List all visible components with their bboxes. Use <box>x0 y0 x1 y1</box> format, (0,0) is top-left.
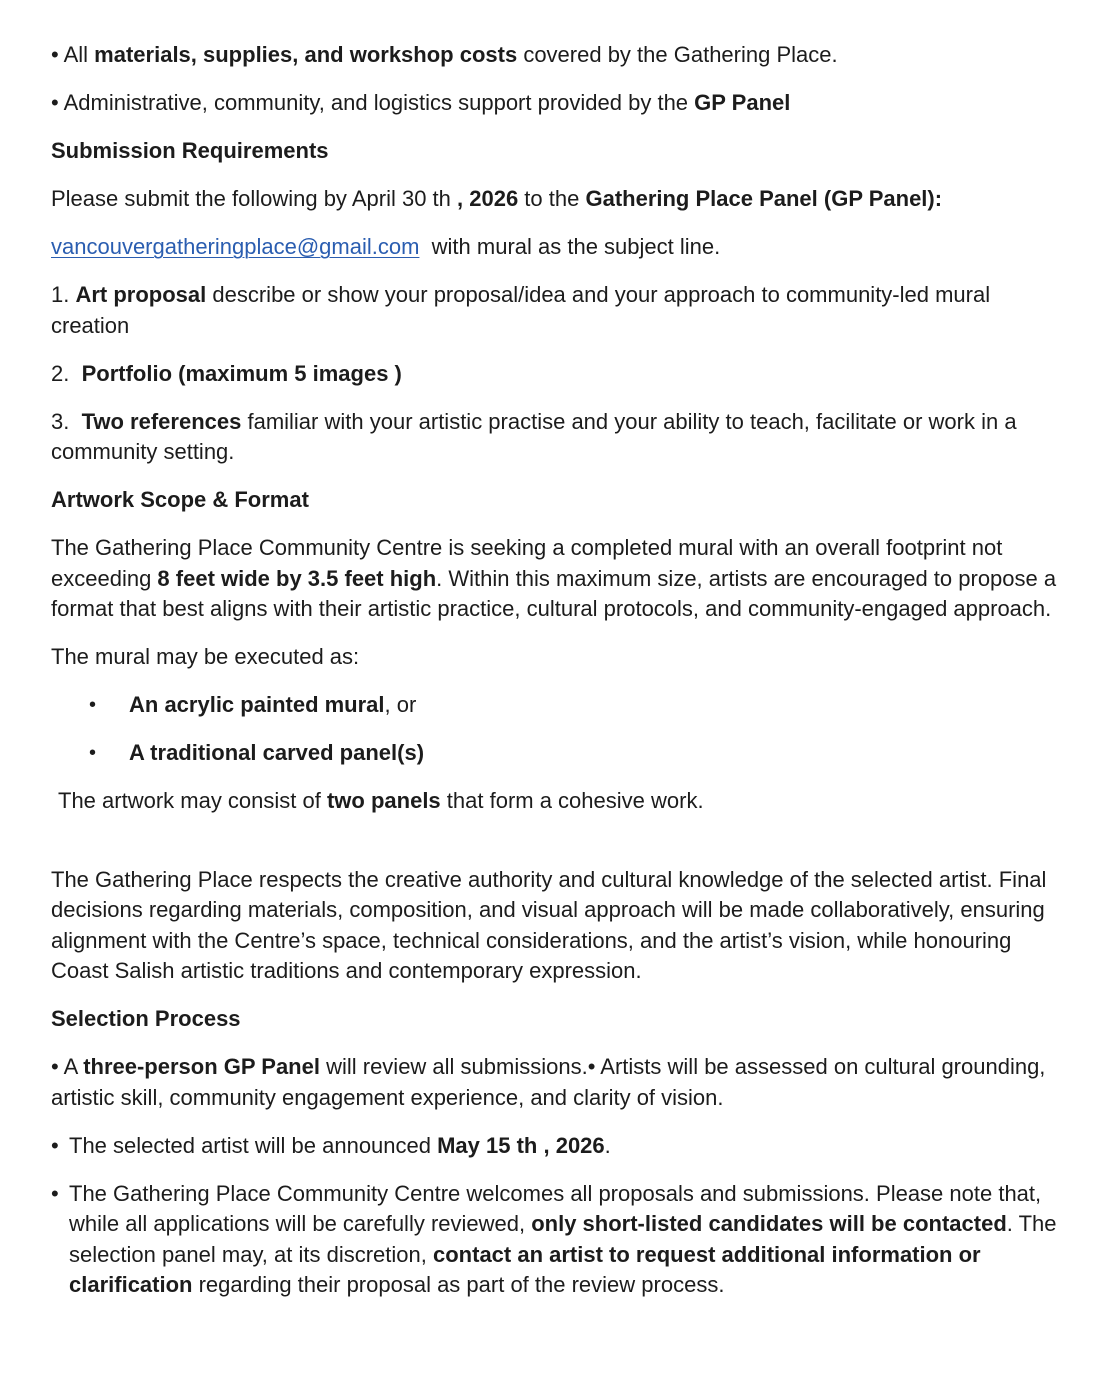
selection-item-welcome: • The Gathering Place Community Centre welcomes all proposals and submissions. Please note that, while all applications will be carefully reviewed, only short-listed candidates will be contacted. The selection panel may, at its discretion, contact an artist to request additional information or clarification regarding their proposal as part of the review process. <box>51 1180 1057 1297</box>
respect-paragraph: The Gathering Place respects the creative authority and cultural knowledge of the selected artist. Final decisions regarding materials, composition, and visual approach will be made collaboratively, ensuring alignment with the Centre’s space, technical considerations, and the artist’s vision, while honouring Coast Salish artistic traditions and contemporary expression. <box>51 866 1047 983</box>
selection-item-announcement: • The selected artist will be announced May 15 th , 2026. <box>51 1131 1066 1162</box>
mural-options-list <box>51 690 1066 769</box>
scope-panels-note: The artwork may consist of two panels that form a cohesive work. <box>58 788 704 813</box>
scope-paragraph: The Gathering Place Community Centre is seeking a completed mural with an overall footprint not exceeding 8 feet wide by 3.5 feet high. Within this maximum size, artists are encouraged to propose a format that best aligns with their artistic practice, cultural protocols, and community-engaged approach. <box>51 535 1057 621</box>
coverage-item-support: • Administrative, community, and logistics support provided by the GP Panel <box>51 90 791 115</box>
selection-item-panel: • A three-person GP Panel will review all submissions.• Artists will be assessed on cultural grounding, artistic skill, community engagement experience, and clarity of vision. <box>51 1054 1046 1110</box>
submission-email-line: vancouvergatheringplace@gmail.com with mural as the subject line. <box>51 234 721 259</box>
mural-option-carved: • A traditional carved panel(s) <box>51 738 1066 769</box>
bullet-icon: • <box>51 1132 59 1158</box>
submission-heading: Submission Requirements <box>51 138 329 163</box>
bullet-icon: • <box>89 694 97 716</box>
scope-heading: Artwork Scope & Format <box>51 487 309 512</box>
submission-item-portfolio: 2. Portfolio (maximum 5 images ) <box>51 360 402 386</box>
bullet-icon: • <box>89 742 97 764</box>
submission-item-art-proposal: 1. Art proposal describe or show your proposal/idea and your approach to community-led mural creation <box>51 282 991 338</box>
bullet-icon: • <box>51 1180 59 1206</box>
coverage-item-materials: • All materials, supplies, and workshop costs covered by the Gathering Place. <box>51 42 838 67</box>
submission-item-references: 3. Two references familiar with your artistic practise and your ability to teach, facilitate or work in a community setting. <box>51 408 1017 464</box>
selection-heading: Selection Process <box>51 1006 241 1031</box>
submission-intro: Please submit the following by April 30 th , 2026 to the Gathering Place Panel (GP Panel): <box>51 186 943 211</box>
email-link[interactable]: vancouvergatheringplace@gmail.com <box>51 234 420 259</box>
mural-option-acrylic: • An acrylic painted mural, or <box>51 690 1066 721</box>
document-page <box>51 40 1066 1301</box>
scope-executed-intro: The mural may be executed as: <box>51 644 360 669</box>
blank-spacer <box>51 817 1066 865</box>
